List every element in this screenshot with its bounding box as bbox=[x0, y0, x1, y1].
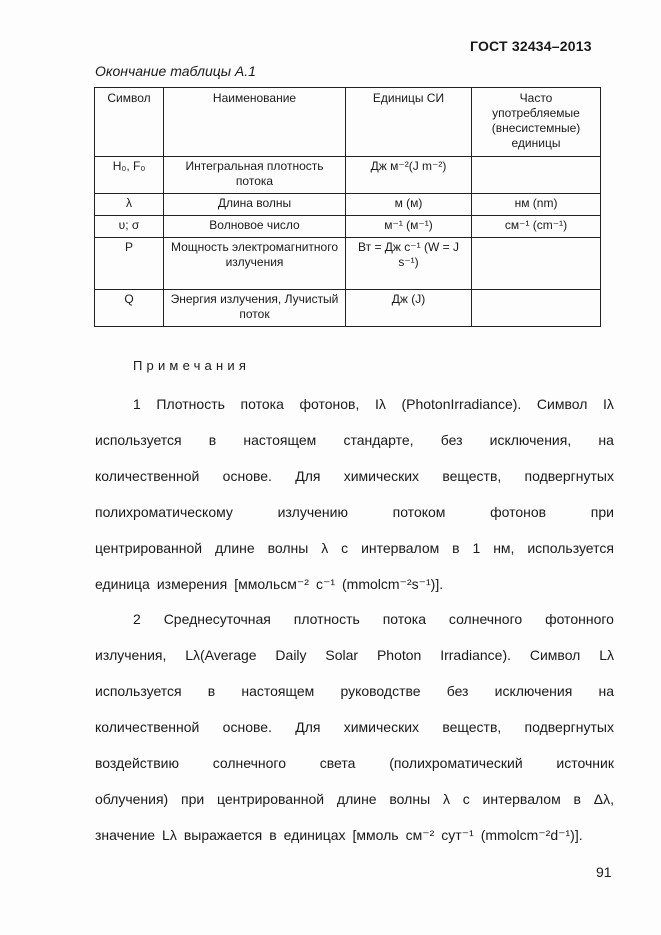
cell-common-unit bbox=[472, 238, 601, 290]
note-line: излучения, Lλ(Average Daily Solar Photon Irradiance). Символ Lλ bbox=[95, 647, 614, 663]
note-line: значение Lλ выражается в единицах [ммоль см⁻² сут⁻¹ (mmolcm⁻²d⁻¹)]. bbox=[95, 827, 583, 843]
note-line: 2 Среднесуточная плотность потока солнечного фотонного bbox=[133, 611, 614, 627]
notes-heading: Примечания bbox=[133, 358, 251, 373]
cell-name: Волновое число bbox=[164, 216, 346, 238]
table-row bbox=[95, 157, 601, 194]
table-row bbox=[95, 216, 601, 238]
cell-si-unit: Дж (J) bbox=[346, 290, 472, 327]
cell-name: Мощность электромагнитного излучения bbox=[164, 238, 346, 290]
note-line: центрированной длине волны λ с интервалом в 1 нм, используется bbox=[95, 540, 614, 556]
cell-common-unit: нм (nm) bbox=[472, 194, 601, 216]
note-line: полихроматическому излучению потоком фотонов при bbox=[95, 504, 614, 520]
cell-name: Интегральная плотность потока bbox=[164, 157, 346, 194]
column-header-symbol: Символ bbox=[95, 88, 164, 157]
cell-symbol: H₀, F₀ bbox=[95, 157, 164, 194]
cell-name: Энергия излучения, Лучистый поток bbox=[164, 290, 346, 327]
column-header-si-units: Единицы СИ bbox=[346, 88, 472, 157]
column-header-common-units: Часто употребляемые (внесистемные) единицы bbox=[472, 88, 601, 157]
note-line: единица измерения [ммольсм⁻² с⁻¹ (mmolcm⁻²s⁻¹)]. bbox=[95, 576, 444, 592]
column-header-name: Наименование bbox=[164, 88, 346, 157]
note-line: используется в настоящем стандарте, без исключения, на bbox=[95, 432, 614, 448]
table-header-row bbox=[95, 88, 601, 157]
note-line: используется в настоящем руководстве без исключения на bbox=[95, 683, 614, 699]
cell-symbol: Q bbox=[95, 290, 164, 327]
standard-code: ГОСТ 32434–2013 bbox=[470, 38, 592, 54]
page-number: 91 bbox=[596, 864, 612, 880]
cell-si-unit: м (м) bbox=[346, 194, 472, 216]
cell-common-unit: см⁻¹ (cm⁻¹) bbox=[472, 216, 601, 238]
note-line: количественной основе. Для химических веществ, подвергнутых bbox=[95, 468, 614, 484]
cell-si-unit: Вт = Дж с⁻¹ (W = J s⁻¹) bbox=[346, 238, 472, 290]
cell-name: Длина волны bbox=[164, 194, 346, 216]
cell-common-unit bbox=[472, 290, 601, 327]
cell-symbol: υ; σ bbox=[95, 216, 164, 238]
note-line: воздействию солнечного света (полихроматический источник bbox=[95, 755, 614, 771]
table-row bbox=[95, 290, 601, 327]
cell-si-unit: Дж м⁻²(J m⁻²) bbox=[346, 157, 472, 194]
cell-common-unit bbox=[472, 157, 601, 194]
cell-symbol: λ bbox=[95, 194, 164, 216]
table-row bbox=[95, 194, 601, 216]
note-line: количественной основе. Для химических веществ, подвергнутых bbox=[95, 719, 614, 735]
cell-symbol: P bbox=[95, 238, 164, 290]
units-table bbox=[94, 87, 601, 327]
cell-si-unit: м⁻¹ (м⁻¹) bbox=[346, 216, 472, 238]
note-line: 1 Плотность потока фотонов, Iλ (PhotonIrradiance). Символ Iλ bbox=[133, 396, 614, 412]
table-caption: Окончание таблицы А.1 bbox=[95, 63, 256, 79]
table-row bbox=[95, 238, 601, 290]
note-line: облучения) при центрированной длине волны λ с интервалом в Δλ, bbox=[95, 791, 614, 807]
